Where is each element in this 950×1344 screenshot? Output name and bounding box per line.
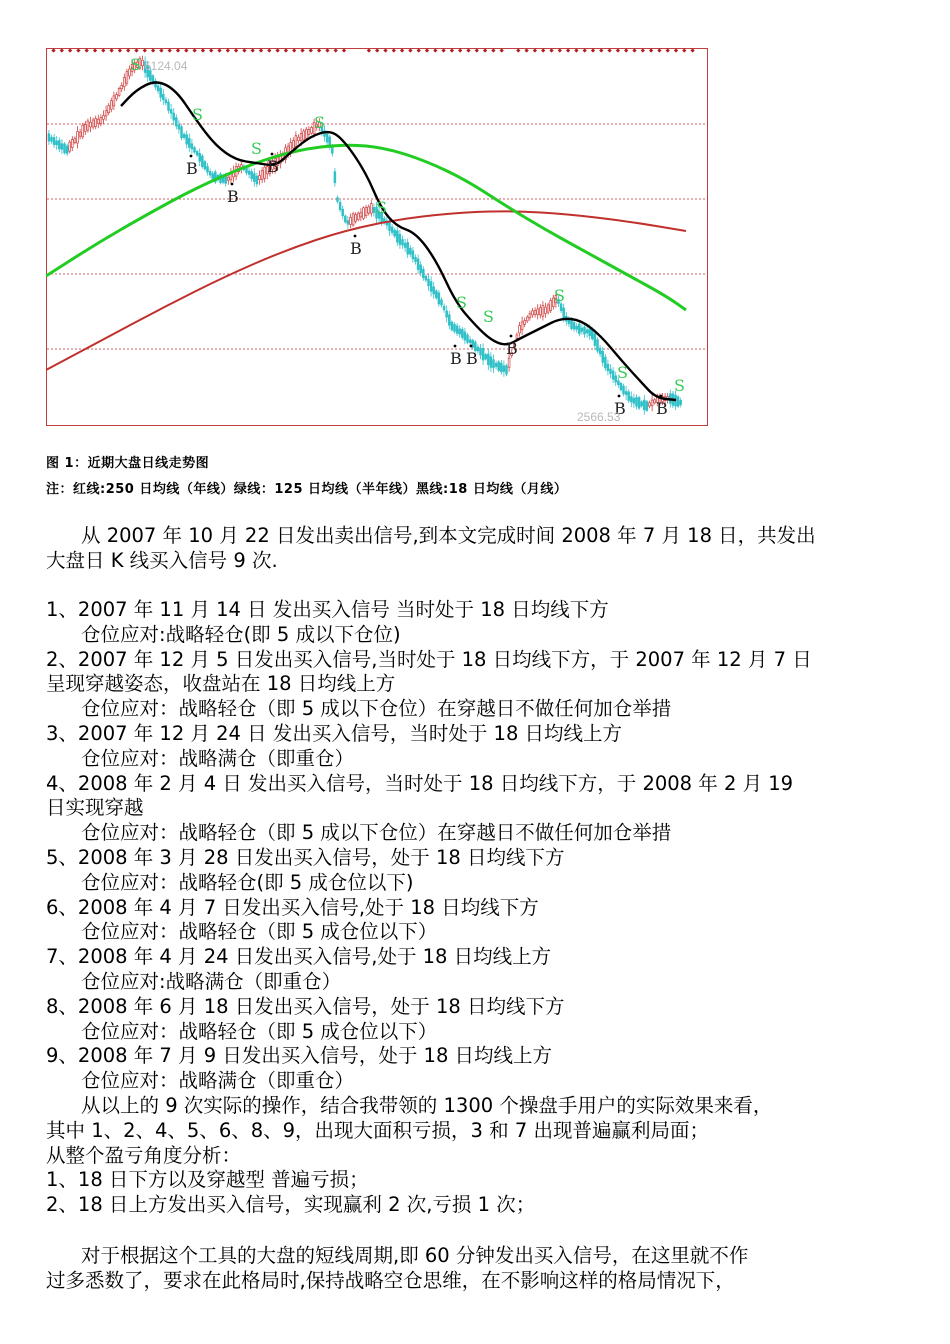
candle-body xyxy=(308,130,310,135)
signal-response-3: 仓位应对：战略满仓（即重仓） xyxy=(81,746,355,770)
figure-note: 注：红线:250 日均线（年线）绿线：125 日均线（半年线）黑线:18 日均线（月线） xyxy=(46,482,568,497)
candle-body xyxy=(331,147,333,153)
buy-signal-marker: B xyxy=(614,399,626,418)
candle-body xyxy=(347,221,349,225)
candle-body xyxy=(264,167,266,178)
candle-body xyxy=(500,363,502,372)
signal-item-2-cont: 呈现穿越姿态，收盘站在 18 日均线上方 xyxy=(46,672,396,696)
buy-signal-marker: B xyxy=(227,187,239,206)
candle-body xyxy=(425,276,427,280)
candle-body xyxy=(469,340,471,343)
candle-body xyxy=(542,305,544,316)
candle-body xyxy=(181,127,183,138)
candle-body xyxy=(118,88,120,95)
candle-body xyxy=(92,120,94,127)
candle-body xyxy=(116,95,118,99)
sell-signal-marker: S xyxy=(483,307,494,326)
buy-signal-marker: B xyxy=(506,339,518,358)
candle-body xyxy=(253,174,255,182)
candle-body xyxy=(599,348,601,354)
candle-body xyxy=(646,402,648,411)
candle-body xyxy=(480,348,482,355)
signal-item-4-cont: 日实现穿越 xyxy=(46,796,144,820)
sell-signal-marker: S xyxy=(251,139,262,158)
candle-body xyxy=(48,134,50,141)
candle-body xyxy=(82,125,84,137)
candle-body xyxy=(407,242,409,254)
signal-item-3: 3、2007 年 12 月 24 日 发出买入信号，当时处于 18 日均线上方 xyxy=(46,721,623,745)
candle-body xyxy=(339,202,341,209)
candle-body xyxy=(225,176,227,183)
candle-body xyxy=(433,287,435,294)
candle-body xyxy=(677,397,679,406)
sell-signal-marker: S xyxy=(376,198,387,217)
signal-list xyxy=(46,598,906,1218)
candle-body xyxy=(64,144,66,153)
candle-body xyxy=(539,308,541,315)
text-line: 过多悉数了，要求在此格局时,保持战略空仓思维，在不影响这样的格局情况下， xyxy=(46,1268,735,1292)
candle-body xyxy=(51,137,53,141)
candle-body xyxy=(342,209,344,216)
candle-body xyxy=(532,311,534,315)
candle-body xyxy=(519,325,521,332)
candle-body xyxy=(311,127,313,133)
candle-body xyxy=(638,398,640,409)
candle-body xyxy=(170,109,172,113)
candle-body xyxy=(300,134,302,141)
candle-body xyxy=(409,248,411,254)
candle-body xyxy=(259,176,261,180)
sell-signal-marker: S xyxy=(192,105,203,124)
candle-body xyxy=(337,198,339,202)
candle-body xyxy=(389,222,391,230)
candle-body xyxy=(261,171,263,180)
candle-body xyxy=(295,136,297,147)
candle-body xyxy=(207,166,209,172)
candle-body xyxy=(79,132,81,136)
candle-body xyxy=(66,146,68,153)
candle-body xyxy=(602,351,604,362)
sell-signal-marker: S xyxy=(314,113,325,132)
buy-signal-marker: B xyxy=(267,157,279,176)
sell-signal-marker: S xyxy=(130,55,141,74)
candle-body xyxy=(103,116,105,120)
signal-item-4: 4、2008 年 2 月 4 日 发出买入信号，当时处于 18 日均线下方，于 2008 年 2 月 19 xyxy=(46,771,794,795)
candle-body xyxy=(464,332,466,340)
candle-body xyxy=(71,139,73,147)
candle-body xyxy=(186,135,188,144)
candle-body xyxy=(578,324,580,334)
candle-body xyxy=(121,85,123,88)
candle-body xyxy=(56,141,58,145)
buy-signal-dot xyxy=(454,345,457,348)
candle-body xyxy=(443,306,445,309)
candle-body xyxy=(204,162,206,169)
signal-item-9: 9、2008 年 7 月 9 日发出买入信号，处于 18 日均线上方 xyxy=(46,1044,553,1068)
candle-body xyxy=(446,311,448,317)
signal-response-8: 仓位应对：战略轻仓（即 5 成仓位以下） xyxy=(81,1019,438,1043)
candle-body xyxy=(391,227,393,232)
candle-body xyxy=(126,72,128,84)
signal-response-6: 仓位应对：战略轻仓（即 5 成仓位以下） xyxy=(81,920,438,944)
text-line: 从 2007 年 10 月 22 日发出卖出信号,到本文完成时间 2008 年 7 月 18 日，共发出 xyxy=(81,524,816,547)
signal-response-5: 仓位应对：战略轻仓(即 5 成仓位以下) xyxy=(81,870,414,894)
signal-item-1: 1、2007 年 11 月 14 日 发出买入信号 当时处于 18 日均线下方 xyxy=(46,598,609,621)
signal-response-9: 仓位应对：战略满仓（即重仓） xyxy=(81,1069,355,1093)
candle-body xyxy=(370,204,372,214)
candle-body xyxy=(633,398,635,403)
sell-signal-marker: S xyxy=(617,363,628,382)
candle-body xyxy=(537,309,539,315)
candle-body xyxy=(495,363,497,366)
candle-body xyxy=(108,106,110,113)
candle-body xyxy=(74,138,76,143)
buy-signal-marker: B xyxy=(350,239,362,258)
candle-body xyxy=(212,174,214,179)
candle-body xyxy=(485,355,487,360)
candle-body xyxy=(196,151,198,155)
candle-body xyxy=(467,335,469,342)
candle-body xyxy=(628,392,630,401)
candle-body xyxy=(53,138,55,145)
signal-item-2: 2、2007 年 12 月 5 日发出买入信号,当时处于 18 日均线下方，于 2007 年 12 月 7 日 xyxy=(46,647,812,671)
candle-body xyxy=(461,329,463,337)
buy-signal-dot xyxy=(354,235,357,238)
candle-body xyxy=(623,386,625,394)
closing-paragraph xyxy=(46,1244,906,1294)
summary-line: 2、18 日上方发出买入信号，实现赢利 2 次,亏损 1 次； xyxy=(46,1193,536,1217)
candle-body xyxy=(201,156,203,167)
buy-signal-marker: B xyxy=(656,399,668,418)
low-price-label: 2566.53 xyxy=(577,410,621,424)
signal-item-5: 5、2008 年 3 月 28 日发出买入信号，处于 18 日均线下方 xyxy=(46,845,565,869)
candle-body xyxy=(412,251,414,259)
summary-line: 从整个盈亏角度分析： xyxy=(46,1143,242,1167)
candle-body xyxy=(459,329,461,334)
candle-body xyxy=(506,366,508,374)
candle-body xyxy=(550,300,552,310)
candle-body xyxy=(188,138,190,147)
candle-body xyxy=(498,362,500,371)
candle-body xyxy=(168,102,170,110)
candle-body xyxy=(404,243,406,247)
candle-body xyxy=(209,171,211,175)
candle-body xyxy=(545,307,547,313)
signal-response-7: 仓位应对:战略满仓（即重仓） xyxy=(81,969,342,993)
candle-body xyxy=(454,324,456,331)
candle-body xyxy=(521,322,523,330)
candle-body xyxy=(612,371,614,379)
signal-item-7: 7、2008 年 4 月 24 日发出买入信号,处于 18 日均线上方 xyxy=(46,945,552,969)
candle-body xyxy=(368,207,370,213)
candle-body xyxy=(534,310,536,314)
candle-body xyxy=(365,208,367,216)
candle-body xyxy=(123,78,125,87)
candle-body xyxy=(516,335,518,339)
buy-signal-dot xyxy=(470,345,473,348)
signal-response-4: 仓位应对：战略轻仓（即 5 成以下仓位）在穿越日不做任何加仓举措 xyxy=(81,821,672,845)
candle-body xyxy=(576,326,578,329)
candle-body xyxy=(178,125,180,129)
candle-body xyxy=(399,234,401,244)
index-daily-chart xyxy=(46,48,708,426)
candle-body xyxy=(482,348,484,360)
candle-body xyxy=(487,354,489,365)
candle-body xyxy=(97,119,99,123)
summary-line: 其中 1、2、4、5、6、8、9，出现大面积亏损，3 和 7 出现普遍赢利局面； xyxy=(46,1118,709,1142)
candle-body xyxy=(420,265,422,273)
candle-body xyxy=(394,230,396,236)
candle-body xyxy=(246,168,248,173)
candle-body xyxy=(435,291,437,298)
text-line: 对于根据这个工具的大盘的短线周期,即 60 分钟发出买入信号，在这里就不作 xyxy=(81,1244,749,1267)
signal-response-2: 仓位应对：战略轻仓（即 5 成以下仓位）在穿越日不做任何加仓举措 xyxy=(81,697,672,721)
candle-body xyxy=(363,208,365,219)
candle-body xyxy=(529,313,531,317)
candle-body xyxy=(199,153,201,161)
candle-body xyxy=(113,96,115,106)
candle-body xyxy=(643,400,645,410)
candle-body xyxy=(251,172,253,179)
candle-body xyxy=(490,357,492,368)
summary-line: 从以上的 9 次实际的操作，结合我带领的 1300 个操盘手用户的实际效果来看， xyxy=(81,1093,773,1117)
candle-body xyxy=(77,132,79,143)
candle-body xyxy=(604,357,606,368)
buy-signal-dot xyxy=(618,395,621,398)
candle-body xyxy=(84,125,86,132)
buy-signal-dot xyxy=(510,335,513,338)
signal-item-6: 6、2008 年 4 月 7 日发出买入信号,处于 18 日均线下方 xyxy=(46,895,539,919)
candle-body xyxy=(428,279,430,285)
candle-body xyxy=(430,282,432,292)
candle-body xyxy=(360,213,362,217)
buy-signal-dot xyxy=(231,183,234,186)
sell-signal-marker: S xyxy=(674,376,685,395)
candle-body xyxy=(402,240,404,245)
candle-body xyxy=(157,86,159,91)
candle-body xyxy=(90,122,92,127)
signal-response-1: 仓位应对:战略轻仓(即 5 成以下仓位) xyxy=(81,622,401,646)
candle-body xyxy=(610,369,612,374)
candle-body xyxy=(441,300,443,305)
candle-body xyxy=(573,322,575,329)
text-line: 大盘日 K 线买入信号 9 次. xyxy=(46,548,278,572)
candle-body xyxy=(589,329,591,336)
candle-body xyxy=(680,400,682,404)
candle-body xyxy=(110,101,112,109)
candle-body xyxy=(298,137,300,140)
candle-body xyxy=(620,383,622,389)
candle-body xyxy=(256,176,258,184)
buy-signal-marker: B xyxy=(186,159,198,178)
candle-body xyxy=(563,308,565,318)
candle-body xyxy=(194,148,196,153)
candle-body xyxy=(451,322,453,330)
candle-body xyxy=(355,215,357,222)
buy-signal-dot xyxy=(190,155,193,158)
intro-paragraph xyxy=(46,524,906,574)
candle-body xyxy=(248,171,250,174)
candle-body xyxy=(607,364,609,370)
candle-body xyxy=(493,360,495,368)
candle-body xyxy=(417,259,419,269)
candle-body xyxy=(586,330,588,333)
buy-signal-dot xyxy=(660,395,663,398)
sell-signal-marker: S xyxy=(554,286,565,305)
candle-body xyxy=(415,257,417,261)
candle-body xyxy=(105,111,107,116)
candle-body xyxy=(625,392,627,395)
candle-body xyxy=(58,141,60,149)
candle-body xyxy=(597,340,599,351)
candle-body xyxy=(183,134,185,137)
candle-body xyxy=(526,317,528,321)
candle-body xyxy=(292,141,294,149)
candle-body xyxy=(69,142,71,151)
candle-body xyxy=(165,100,167,103)
candle-body xyxy=(227,177,229,180)
candle-body xyxy=(547,305,549,312)
candle-body xyxy=(173,113,175,120)
candle-body xyxy=(636,397,638,406)
figure-caption: 图 1：近期大盘日线走势图 xyxy=(46,456,210,471)
candle-body xyxy=(305,129,307,138)
candle-body xyxy=(651,400,653,406)
candle-body xyxy=(630,397,632,402)
candle-body xyxy=(568,320,570,324)
candle-body xyxy=(357,213,359,220)
candle-body xyxy=(160,88,162,97)
candle-body xyxy=(350,217,352,224)
sell-signal-marker: S xyxy=(456,293,467,312)
candle-body xyxy=(524,321,526,325)
candle-body xyxy=(649,403,651,406)
candle-body xyxy=(334,172,336,183)
candle-body xyxy=(448,315,450,325)
candle-body xyxy=(456,326,458,333)
candle-body xyxy=(438,293,440,304)
candle-body xyxy=(422,269,424,277)
candle-body xyxy=(581,328,583,331)
signal-item-8: 8、2008 年 6 月 18 日发出买入信号，处于 18 日均线下方 xyxy=(46,994,565,1018)
candle-body xyxy=(95,119,97,127)
candle-body xyxy=(344,216,346,222)
candle-body xyxy=(396,231,398,242)
candle-body xyxy=(584,327,586,334)
candle-body xyxy=(641,402,643,406)
candle-body xyxy=(503,366,505,372)
buy-signal-marker: B xyxy=(466,349,478,368)
candle-body xyxy=(373,207,375,212)
candle-body xyxy=(352,214,354,225)
candle-body xyxy=(508,358,510,367)
candle-body xyxy=(61,144,63,150)
candle-body xyxy=(100,117,102,123)
buy-signal-marker: B xyxy=(450,349,462,368)
buy-signal-dot xyxy=(271,153,274,156)
candle-body xyxy=(303,131,305,140)
candle-body xyxy=(191,144,193,149)
candle-body xyxy=(594,334,596,346)
candle-body xyxy=(162,94,164,99)
summary-line: 1、18 日下方以及穿越型 普遍亏损； xyxy=(46,1168,369,1192)
candle-body xyxy=(87,121,89,130)
candle-body xyxy=(326,134,328,142)
candle-body xyxy=(175,118,177,126)
high-price-label: 6124.04 xyxy=(144,59,188,73)
